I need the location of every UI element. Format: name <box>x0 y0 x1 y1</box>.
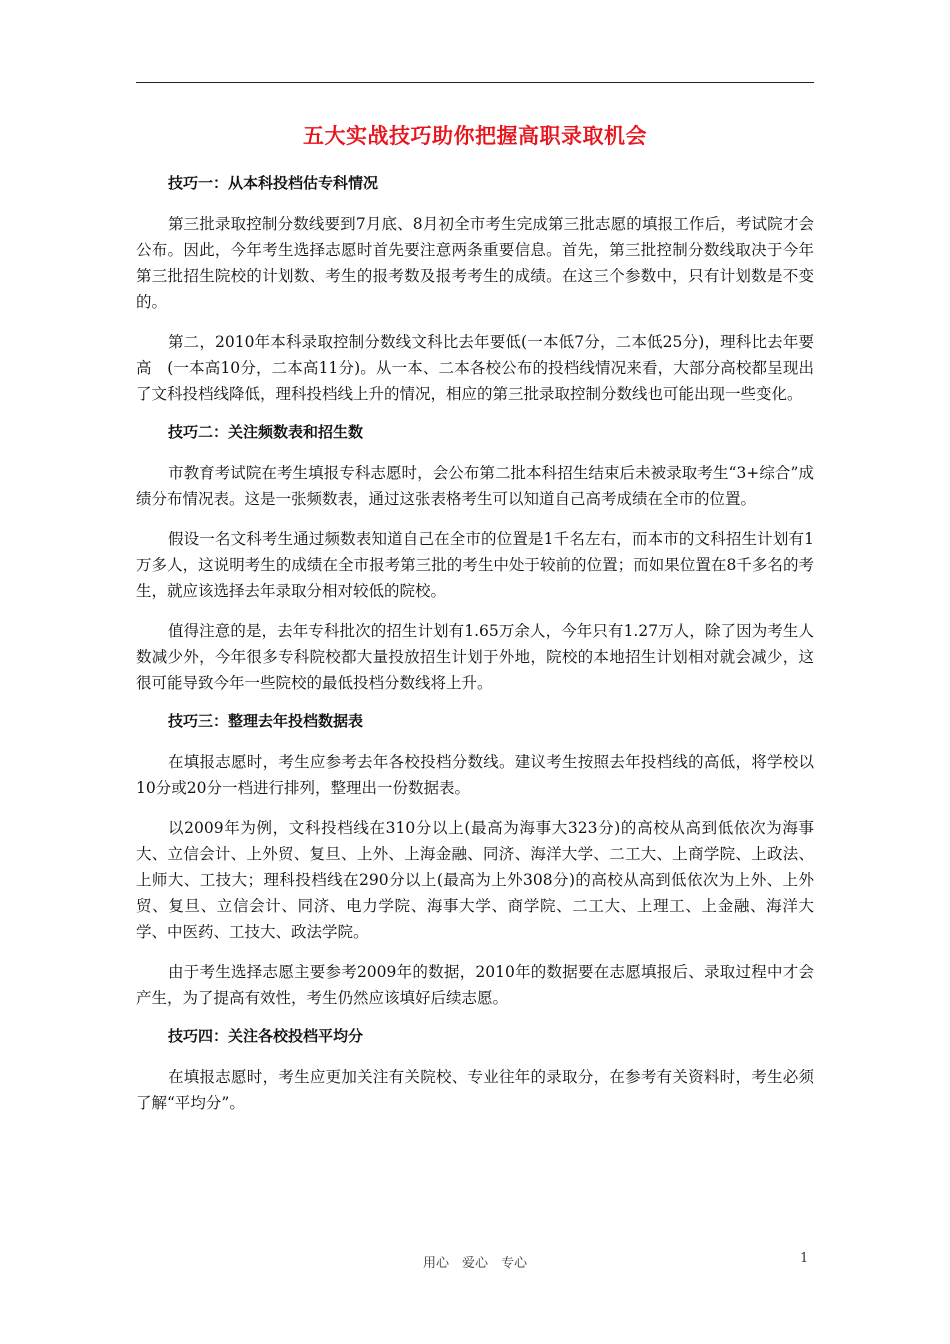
section-tip-1 <box>136 172 814 407</box>
page-number: 1 <box>800 1251 809 1266</box>
document-title: 五大实战技巧助你把握高职录取机会 <box>303 123 647 148</box>
section-tip-3 <box>136 710 814 1011</box>
paragraph: 第二，2010年本科录取控制分数线文科比去年要低(一本低7分，二本低25分)，理科比去年要高 (一本高10分，二本高11分)。从一本、二本各校公布的投档线情况来看，大部分高校都呈现出了文科投档线降低，理科投档线上升的情况，相应的第三批录取控制分数线也可能出现一些变化。 <box>136 333 814 403</box>
paragraph: 值得注意的是，去年专科批次的招生计划有1.65万余人，今年只有1.27万人，除了因为考生人数减少外，今年很多专科院校都大量投放招生计划于外地，院校的本地招生计划相对就会减少，这很可能导致今年一些院校的最低投档分数线将上升。 <box>136 622 814 692</box>
section-heading: 技巧二：关注频数表和招生数 <box>168 423 364 441</box>
paragraph: 以2009年为例，文科投档线在310分以上(最高为海事大323分)的高校从高到低依次为海事大、立信会计、上外贸、复旦、上外、上海金融、同济、海洋大学、二工大、上商学院、上政法、上师大、工技大；理科投档线在290分以上(最高为上外308分)的高校从高到低依次为上外、上外贸、复旦、立信会计、同济、电力学院、海事大学、商学院、二工大、上理工、上金融、海洋大学、中医药、工技大、政法学院。 <box>136 819 814 941</box>
paragraph: 假设一名文科考生通过频数表知道自己在全市的位置是1千名左右，而本市的文科招生计划有1万多人，这说明考生的成绩在全市报考第三批的考生中处于较前的位置；而如果位置在8千多名的考生，就应该选择去年录取分相对较低的院校。 <box>136 530 814 600</box>
section-heading: 技巧一：从本科投档估专科情况 <box>168 174 379 192</box>
paragraph: 第三批录取控制分数线要到7月底、8月初全市考生完成第三批志愿的填报工作后，考试院才会公布。因此，今年考生选择志愿时首先要注意两条重要信息。首先，第三批控制分数线取决于今年第三批招生院校的计划数、考生的报考数及报考考生的成绩。在这三个参数中，只有计划数是不变的。 <box>136 215 814 311</box>
document-body <box>136 120 814 1130</box>
section-tip-2 <box>136 421 814 696</box>
paragraph: 在填报志愿时，考生应参考去年各校投档分数线。建议考生按照去年投档线的高低，将学校以10分或20分一档进行排列，整理出一份数据表。 <box>136 753 814 797</box>
section-tip-4 <box>136 1025 814 1116</box>
header-rule <box>136 82 814 83</box>
paragraph: 在填报志愿时，考生应更加关注有关院校、专业往年的录取分，在参考有关资料时，考生必须了解“平均分”。 <box>136 1068 814 1112</box>
paragraph: 由于考生选择志愿主要参考2009年的数据，2010年的数据要在志愿填报后、录取过程中才会产生，为了提高有效性，考生仍然应该填好后续志愿。 <box>136 963 814 1007</box>
footer-text: 用心 爱心 专心 <box>422 1256 527 1271</box>
section-heading: 技巧三：整理去年投档数据表 <box>168 712 364 730</box>
section-heading: 技巧四：关注各校投档平均分 <box>168 1027 364 1045</box>
paragraph: 市教育考试院在考生填报专科志愿时，会公布第二批本科招生结束后未被录取考生“3+综合”成绩分布情况表。这是一张频数表，通过这张表格考生可以知道自己高考成绩在全市的位置。 <box>136 464 814 508</box>
